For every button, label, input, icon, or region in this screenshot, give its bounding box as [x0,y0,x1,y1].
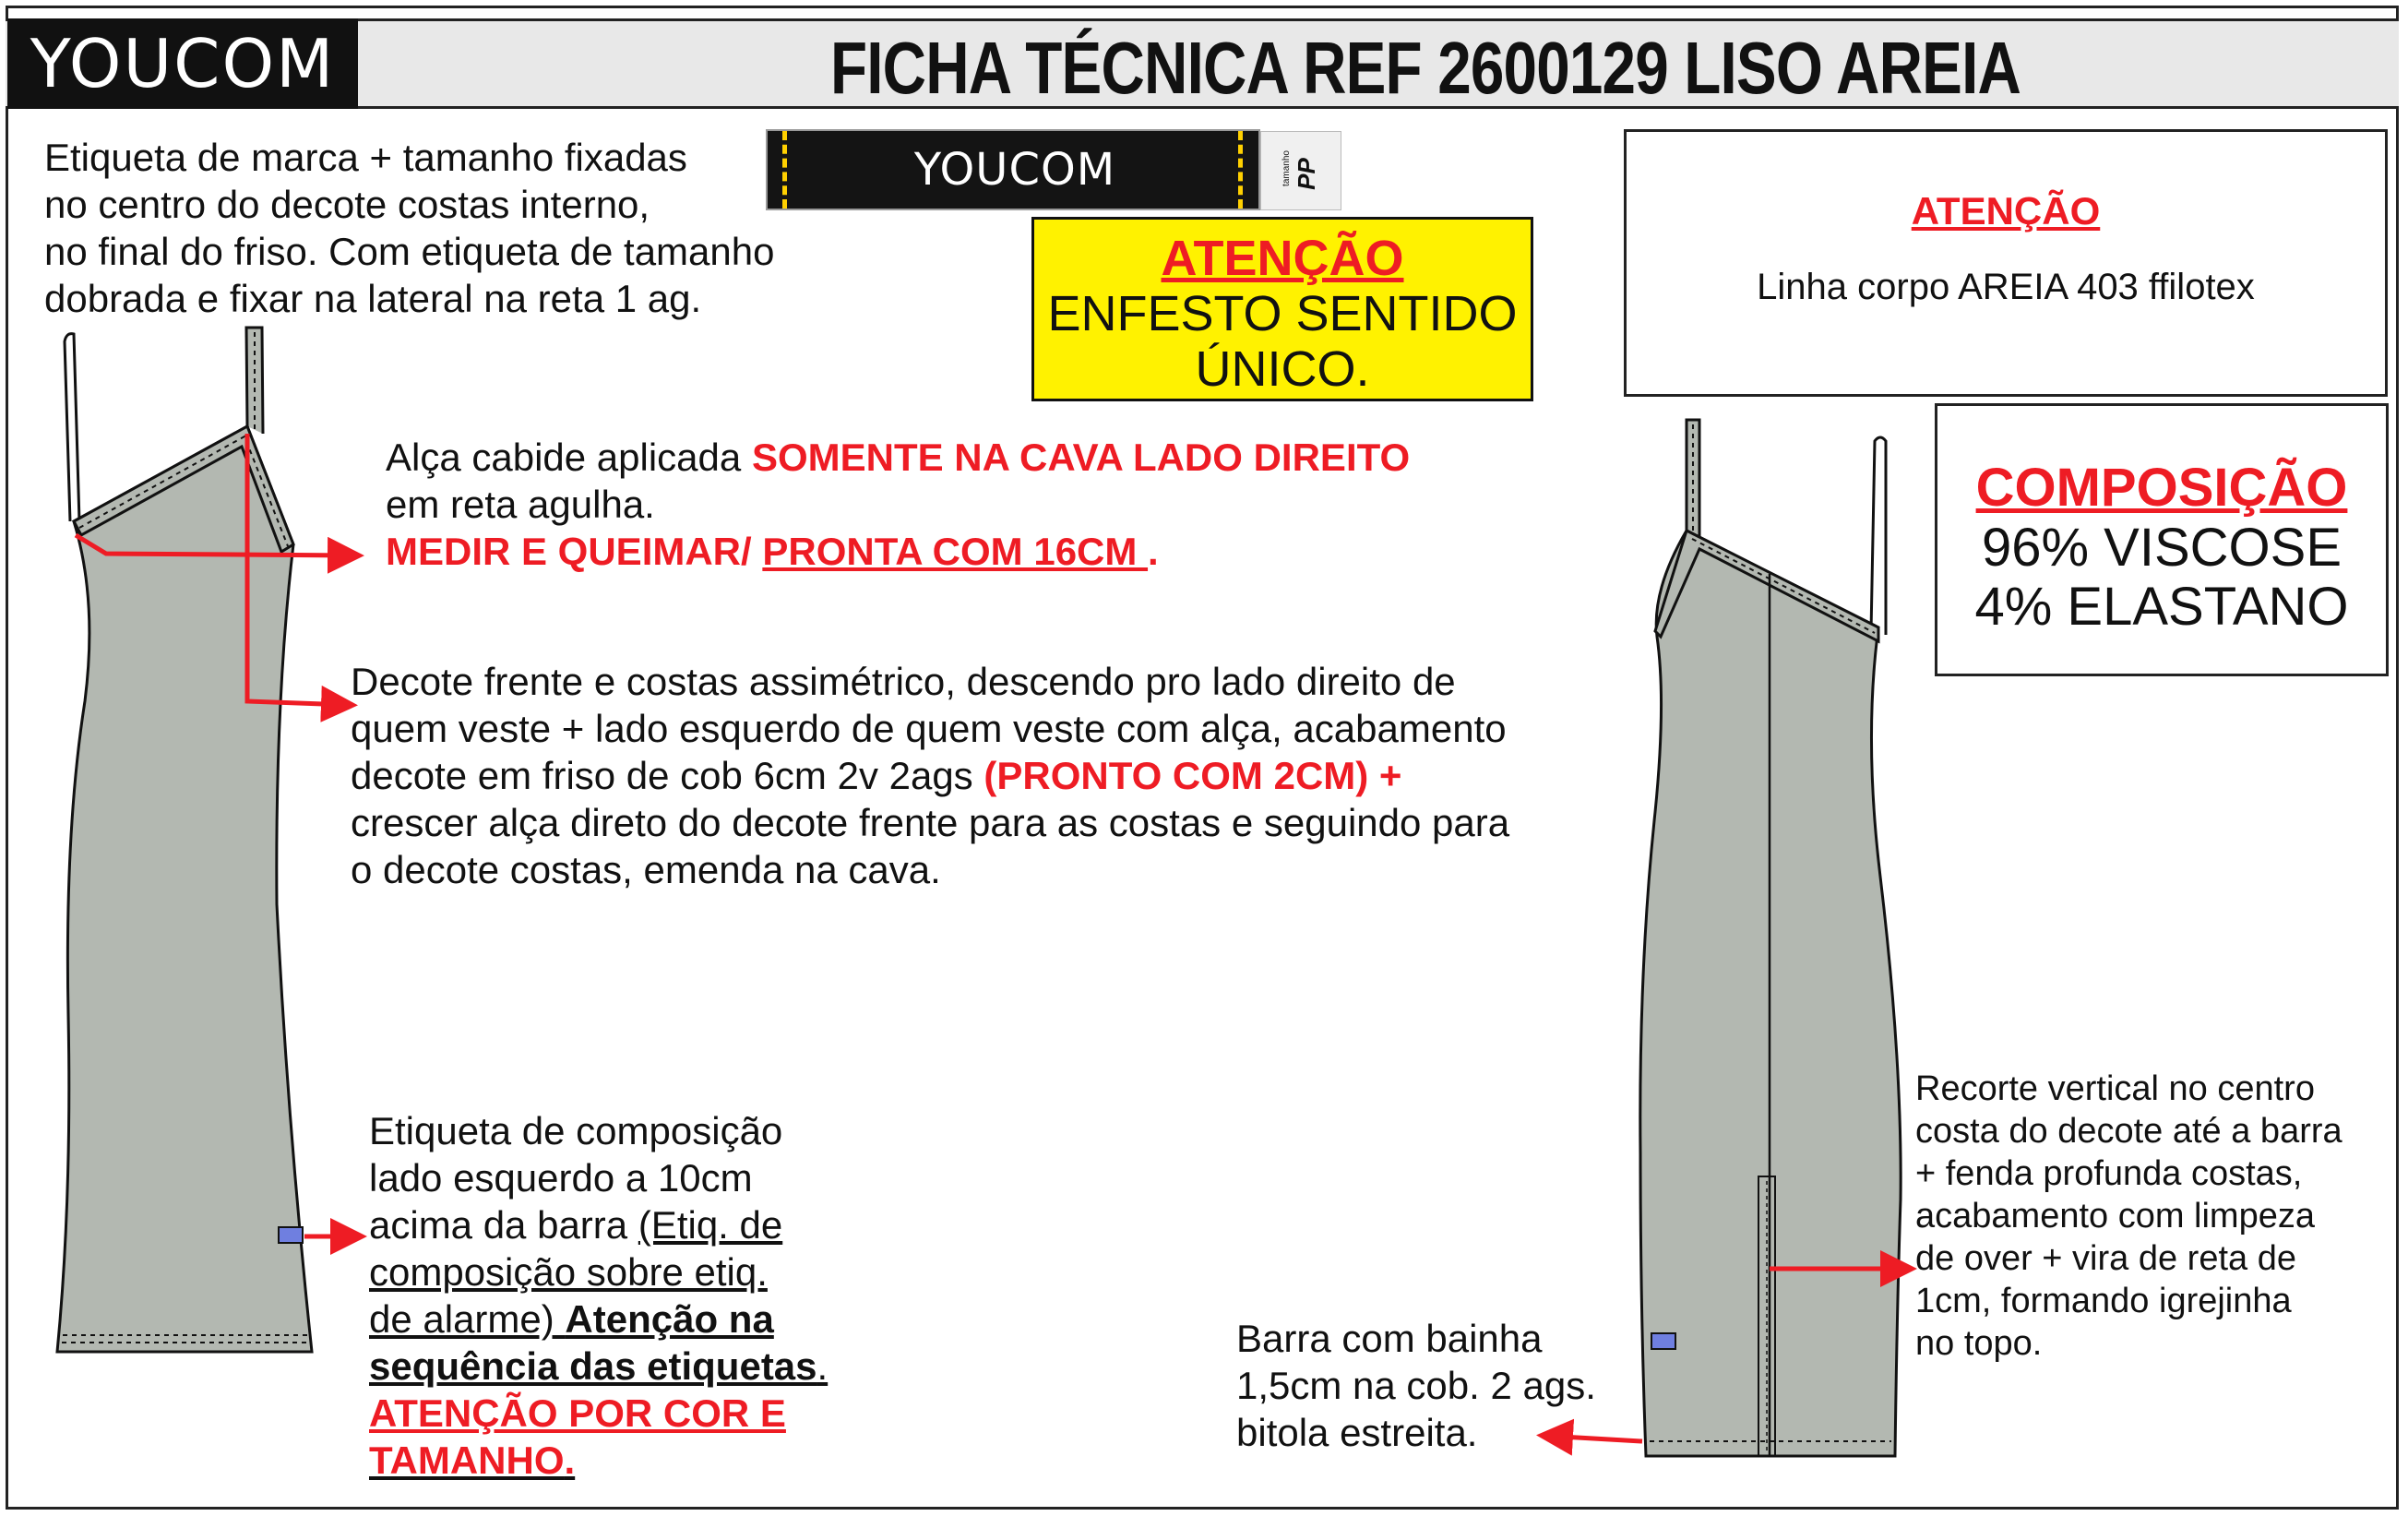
brand-label-line: no final do friso. Com etiqueta de tamanho [44,230,775,273]
composition-label-icon [279,1227,303,1243]
size-tag-value: PP [1292,158,1320,190]
brand-logo: YOUCOM [7,18,358,109]
composition-label-line: (Etiq. de [638,1203,783,1247]
hanger-strap-text: em reta agulha. [386,483,655,526]
composition-label-line: acima da barra [369,1203,638,1247]
label-logo: YOUCOM [913,144,1116,196]
thread-notice-heading: ATENÇÃO [1911,189,2101,233]
neckline-line: quem veste + lado esquerdo de quem veste com alça, acabamento [351,707,1507,750]
hanger-strap-measure: MEDIR E QUEIMAR/ [386,530,763,573]
cutting-notice-line: ENFESTO SENTIDO [1047,286,1518,341]
neckline-highlight: (PRONTO COM 2CM) + [983,754,1402,797]
composition-label-warning: sequência das etiquetas [369,1344,817,1388]
hem-line: Barra com bainha [1236,1317,1543,1360]
composition-label-line: composição sobre etiq. [369,1250,768,1294]
composition-label-alert: ATENÇÃO POR COR E [369,1391,786,1435]
hanger-strap-length: PRONTA COM 16CM [762,530,1149,573]
neckline-line: Decote frente e costas assimétrico, descendo pro lado direito de [351,660,1456,703]
neckline-line: o decote costas, emenda na cava. [351,848,941,891]
composition-label-alert: TAMANHO [369,1438,565,1482]
hem-line: 1,5cm na cob. 2 ags. [1236,1364,1596,1407]
back-view-dress [1640,420,1901,1456]
back-seam-line: costa do decote até a barra [1915,1112,2342,1151]
cutting-notice-line: ÚNICO. [1195,341,1370,397]
composition-label-line: . [817,1344,828,1388]
back-seam-line: no topo. [1915,1324,2043,1363]
back-seam-line: acabamento com limpeza [1915,1197,2315,1235]
hanger-strap-highlight: SOMENTE NA CAVA LADO DIREITO [751,436,1411,479]
composition-heading: COMPOSIÇÃO [1975,458,2348,518]
brand-label-line: Etiqueta de marca + tamanho fixadas [44,136,687,179]
neckline-line: crescer alça direto do decote frente para as costas e seguindo para [351,801,1510,844]
composition-label-line: lado esquerdo a 10cm [369,1156,753,1200]
brand-label-line: no centro do decote costas interno, [44,183,650,226]
back-seam-line: + fenda profunda costas, [1915,1154,2303,1193]
hem-line: bitola estreita. [1236,1411,1478,1454]
composition-label-line: Etiqueta de composição [369,1109,783,1152]
hanger-strap-text: Alça cabide aplicada [386,436,752,479]
composition-label-line: de alarme) [369,1297,566,1341]
back-seam-line: Recorte vertical no centro [1915,1069,2315,1108]
hanger-strap-end: . [1148,530,1159,573]
composition-line: 96% VISCOSE [1981,518,2342,578]
composition-label-alert: . [564,1438,576,1482]
page-title: FICHA TÉCNICA REF 2600129 LISO AREIA [830,27,2021,109]
arrow-hem [1545,1436,1642,1441]
back-seam-line: de over + vira de reta de [1915,1239,2296,1278]
back-seam-line: 1cm, formando igrejinha [1915,1282,2292,1320]
composition-line: 4% ELASTANO [1974,577,2349,637]
front-view-dress [57,328,312,1352]
brand-label-line: dobrada e fixar na lateral na reta 1 ag. [44,277,702,320]
size-tag-word: tamanho [1281,150,1292,186]
composition-label-warning: Atenção na [565,1297,774,1341]
cutting-notice-heading: ATENÇÃO [1161,231,1404,286]
thread-notice-text: Linha corpo AREIA 403 ffilotex [1757,267,2255,307]
neckline-line: decote em friso de cob 6cm 2v 2ags [351,754,984,797]
annotation-arrows [76,434,1908,1441]
back-label-icon [1651,1333,1675,1349]
